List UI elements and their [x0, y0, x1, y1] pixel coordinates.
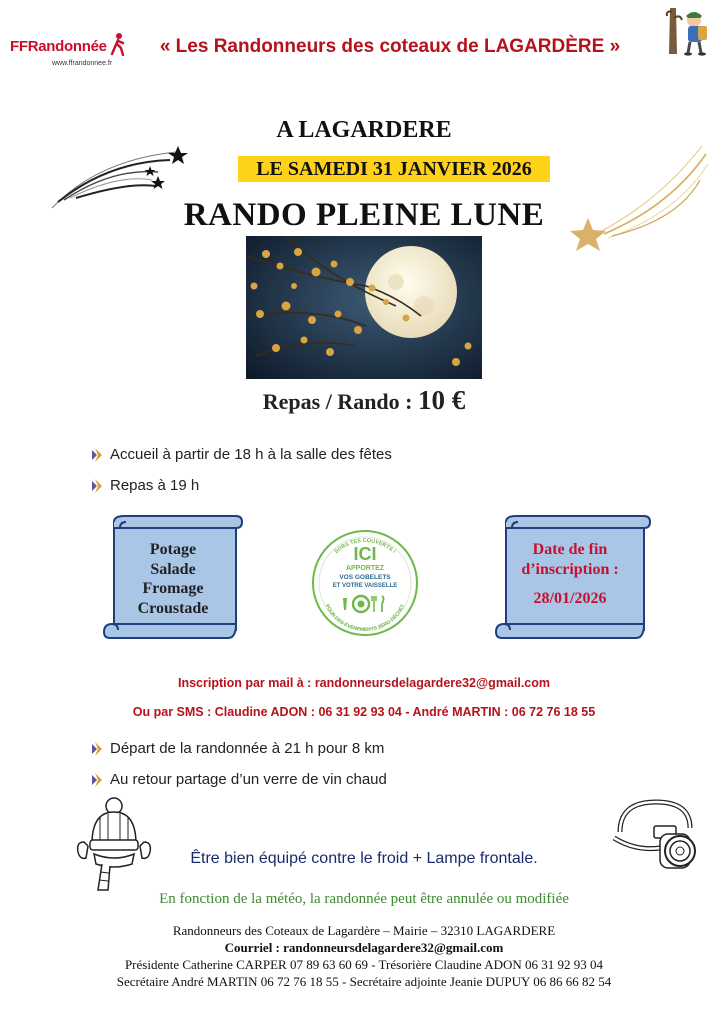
shooting-star-decoration	[560, 140, 710, 252]
arrow-bullet-icon	[90, 479, 104, 493]
event-title: RANDO PLEINE LUNE	[183, 197, 545, 233]
price-line	[0, 385, 728, 416]
winter-hat-scarf-icon	[74, 796, 154, 894]
logo-url: www.ffrandonnee.fr	[52, 60, 113, 67]
footer-address: Randonneurs des Coteaux de Lagardère – Mairie – 32310 LAGARDERE	[172, 923, 556, 938]
price-value: 10 €	[418, 385, 466, 415]
contact-sms: Ou par SMS : Claudine ADON : 06 31 92 93 04 - André MARTIN : 06 72 76 18 55	[132, 705, 596, 719]
bullet-text: Au retour partage d’un verre de vin chaud	[110, 771, 387, 788]
hiker-cartoon-icon	[664, 6, 710, 56]
badge-main: ICI	[353, 544, 377, 564]
footer-officers-2: Secrétaire André MARTIN 06 72 76 18 55 - Secrétaire adjointe Jeanie DUPUY 06 86 66 82 54	[116, 974, 612, 989]
contact-mail: Inscription par mail à : randonneursdelagardere32@gmail.com	[177, 676, 550, 690]
deadline-date: 28/01/2026	[533, 590, 607, 607]
registration-deadline	[496, 540, 644, 609]
arrow-bullet-icon	[90, 773, 104, 787]
event-date: LE SAMEDI 31 JANVIER 2026	[238, 156, 550, 182]
badge-line2: VOS GOBELETS	[339, 574, 391, 581]
arrow-bullet-icon	[90, 742, 104, 756]
deadline-line1: Date de fin	[532, 541, 608, 558]
footer-officers-1: Présidente Catherine CARPER 07 89 63 60 69 - Trésorière Claudine ADON 06 31 92 93 04	[124, 957, 604, 972]
deadline-line2: d’inscription :	[521, 561, 619, 578]
menu-item: Croustade	[137, 599, 209, 617]
menu-item: Salade	[150, 560, 196, 578]
badge-line1: APPORTEZ	[345, 565, 385, 572]
bullet-text: Accueil à partir de 18 h à la salle des fêtes	[110, 446, 392, 463]
event-location: A LAGARDERE	[276, 117, 452, 143]
club-title: « Les Randonneurs des coteaux de LAGARDÈRE »	[159, 36, 621, 57]
logo-text: FFRandonnée	[10, 38, 107, 55]
weather-note: En fonction de la météo, la randonnée peut être annulée ou modifiée	[159, 891, 569, 907]
footer-email: Courriel : randonneursdelagardere32@gmail.com	[224, 940, 504, 955]
hiker-logo-icon	[109, 32, 127, 56]
price-label: Repas / Rando :	[262, 389, 413, 414]
menu-item: Fromage	[142, 580, 204, 597]
arrow-bullet-icon	[90, 448, 104, 462]
badge-line3: ET VOTRE VAISSELLE	[332, 583, 398, 589]
menu-item: Potage	[149, 541, 197, 558]
badge-bottom-arc: POUR DES ÉVÉNEMENTS ZÉRO DÉCHET	[323, 603, 407, 634]
badge-top-arc: SORS TES COUVERTS !	[333, 537, 397, 556]
equipment-note: Être bien équipé contre le froid + Lampe frontale.	[190, 850, 538, 867]
bullet-text: Départ de la randonnée à 21 h pour 8 km	[110, 740, 385, 757]
bullet-text: Repas à 19 h	[110, 477, 200, 494]
ffrandonnee-logo	[10, 32, 128, 72]
eco-badge	[310, 528, 420, 638]
meal-menu	[104, 540, 242, 618]
full-moon-photo	[246, 236, 482, 379]
